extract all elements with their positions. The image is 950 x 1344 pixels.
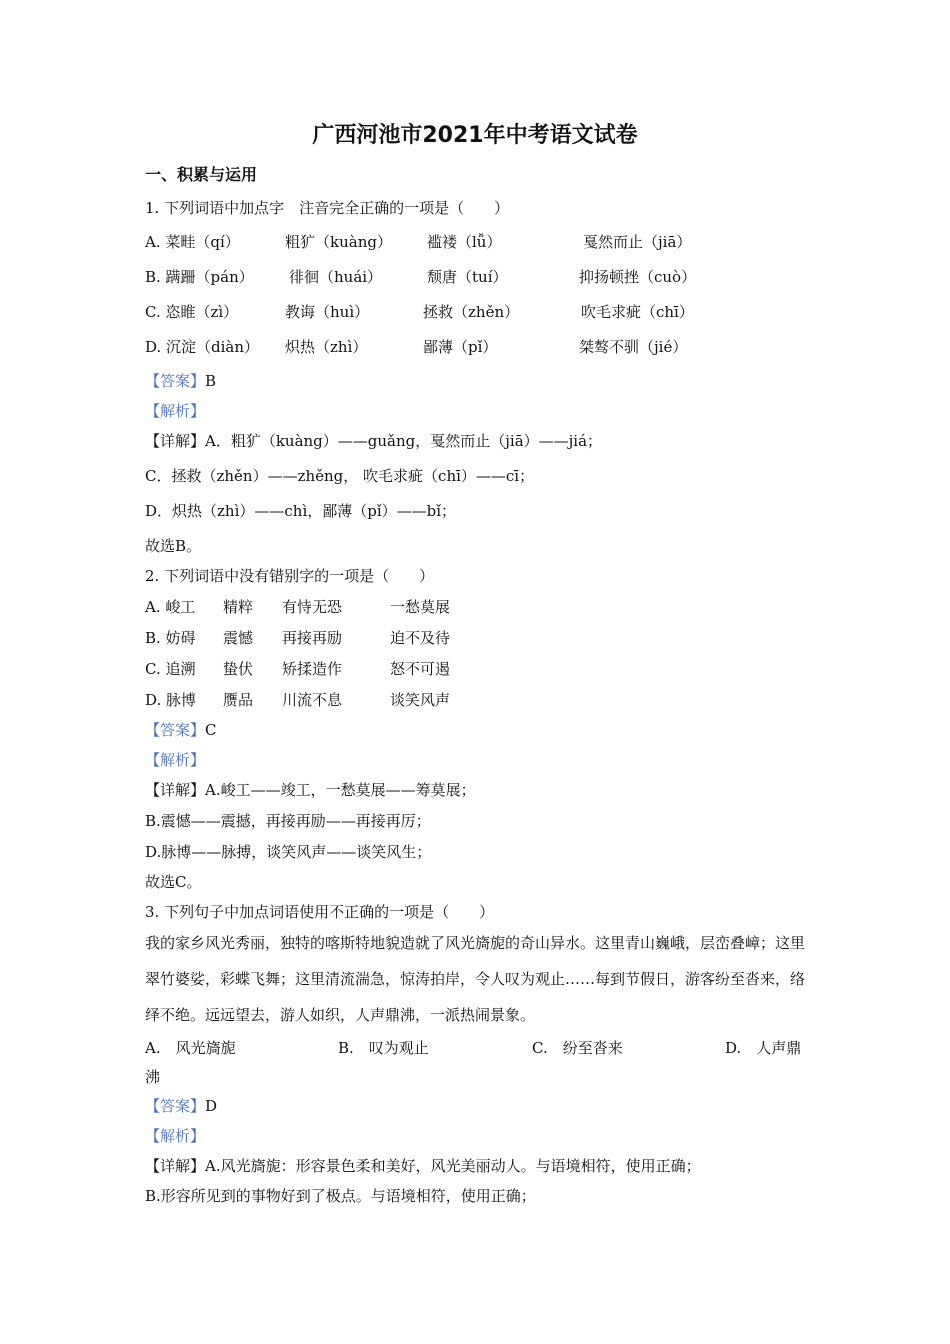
option-cell: D. 脉博 xyxy=(145,691,197,709)
option-cell: A. 风光旖旎 xyxy=(145,1039,236,1057)
option-cell: D. 沉淀（diàn） xyxy=(145,338,260,356)
option-cell: 鄙薄（pǐ） xyxy=(423,338,498,356)
answer-tag: 【答案】 xyxy=(145,721,206,739)
option-cell: 教诲（huì） xyxy=(285,303,370,321)
option-cell: 拯救（zhěn） xyxy=(423,303,520,321)
option-cell: 怒不可遏 xyxy=(390,660,451,678)
q1-detail-line: C．拯救（zhěn）——zhěng， 吹毛求疵（chī）——cī； xyxy=(145,467,535,485)
q2-detail-line: 【详解】A.峻工——竣工，一愁莫展——筹莫展； xyxy=(145,781,476,799)
option-cell: 谈笑风声 xyxy=(390,691,451,709)
option-cell: 颓唐（tuí） xyxy=(427,268,508,286)
option-cell: D. 人声鼎 xyxy=(725,1039,802,1057)
option-cell: B. 妨碍 xyxy=(145,629,196,647)
question-3-stem: 3. 下列句子中加点词语使用不正确的一项是（ ） xyxy=(145,903,495,921)
option-cell: 精粹 xyxy=(223,598,254,616)
q2-answer xyxy=(145,719,217,740)
answer-value: D xyxy=(205,1097,218,1115)
q2-detail-line: B.震憾——震撼，再接再励——再接再厉； xyxy=(145,812,431,830)
option-cell: B. 蹒跚（pán） xyxy=(145,268,254,286)
option-cell: 川流不息 xyxy=(282,691,343,709)
answer-value: B xyxy=(205,372,217,390)
section-heading: 一、积累与运用 xyxy=(145,165,258,184)
option-cell: 吹毛求疵（chī） xyxy=(581,303,694,321)
option-cell: 再接再励 xyxy=(282,629,343,647)
q1-answer xyxy=(145,370,216,391)
option-cell: C. 纷至沓来 xyxy=(532,1039,623,1057)
option-cell: C. 恣睢（zì） xyxy=(145,303,239,321)
q3-detail-line: 【详解】A.风光旖旎：形容景色柔和美好，风光美丽动人。与语境相符，使用正确； xyxy=(145,1157,701,1175)
option-cell: 矫揉造作 xyxy=(282,660,343,678)
answer-value: C xyxy=(205,721,217,739)
q2-analysis-tag: 【解析】 xyxy=(145,751,206,769)
option-cell: 炽热（zhì） xyxy=(285,338,368,356)
option-cell: 迫不及待 xyxy=(390,629,451,647)
q1-detail-line: D．炽热（zhì）——chì，鄙薄（pǐ）——bǐ； xyxy=(145,502,457,520)
q2-detail-line: 故选C。 xyxy=(145,873,202,891)
q1-detail-line: 【详解】A．粗犷（kuàng）——guǎng，戛然而止（jiā）——jiá； xyxy=(145,432,603,450)
q3-detail-line: B.形容所见到的事物好到了极点。与语境相符，使用正确； xyxy=(145,1187,536,1205)
option-cell: 抑扬顿挫（cuò） xyxy=(579,268,697,286)
option-cell: B. 叹为观止 xyxy=(338,1039,429,1057)
option-cell: 蛰伏 xyxy=(223,660,254,678)
q3-passage: 我的家乡风光秀丽，独特的喀斯特地貌造就了风光旖旎的奇山异水。这里青山巍峨，层峦叠嶂；这里翠竹婆娑，彩蝶飞舞；这里清流湍急，惊涛拍岸，令人叹为观止……每到节假日，游客纷至沓来，络绎不绝。远远望去，游人如织，人声鼎沸，一派热闹景象。 xyxy=(145,934,806,1024)
option-cell: 粗犷（kuàng） xyxy=(285,233,392,251)
option-cell: C. 追溯 xyxy=(145,660,196,678)
option-cell: 有恃无恐 xyxy=(282,598,343,616)
option-cell: A. 菜畦（qí） xyxy=(145,233,240,251)
q3-analysis-tag: 【解析】 xyxy=(145,1127,206,1145)
option-cell: 褴褛（lǚ） xyxy=(427,233,502,251)
q1-detail-line: 故选B。 xyxy=(145,537,202,555)
answer-tag: 【答案】 xyxy=(145,1097,206,1115)
option-cell: 一愁莫展 xyxy=(390,598,451,616)
q1-analysis-tag: 【解析】 xyxy=(145,402,206,420)
option-cell: 戛然而止（jiā） xyxy=(583,233,692,251)
option-cell: 赝品 xyxy=(223,691,254,709)
option-cell: 震憾 xyxy=(223,629,254,647)
option-cell: 徘徊（huái） xyxy=(289,268,383,286)
question-1-stem: 1. 下列词语中加点字 注音完全正确的一项是（ ） xyxy=(145,199,510,217)
page-title: 广西河池市2021年中考语文试卷 xyxy=(312,123,638,148)
question-2-stem: 2. 下列词语中没有错别字的一项是（ ） xyxy=(145,567,435,585)
q2-detail-line: D.脉博——脉搏，谈笑风声——谈笑风生； xyxy=(145,843,432,861)
answer-tag: 【答案】 xyxy=(145,372,206,390)
option-cell: A. 峻工 xyxy=(145,598,196,616)
q3-option-wrap: 沸 xyxy=(145,1068,161,1086)
q3-answer xyxy=(145,1095,217,1116)
option-cell: 桀骜不驯（jié） xyxy=(579,338,688,356)
